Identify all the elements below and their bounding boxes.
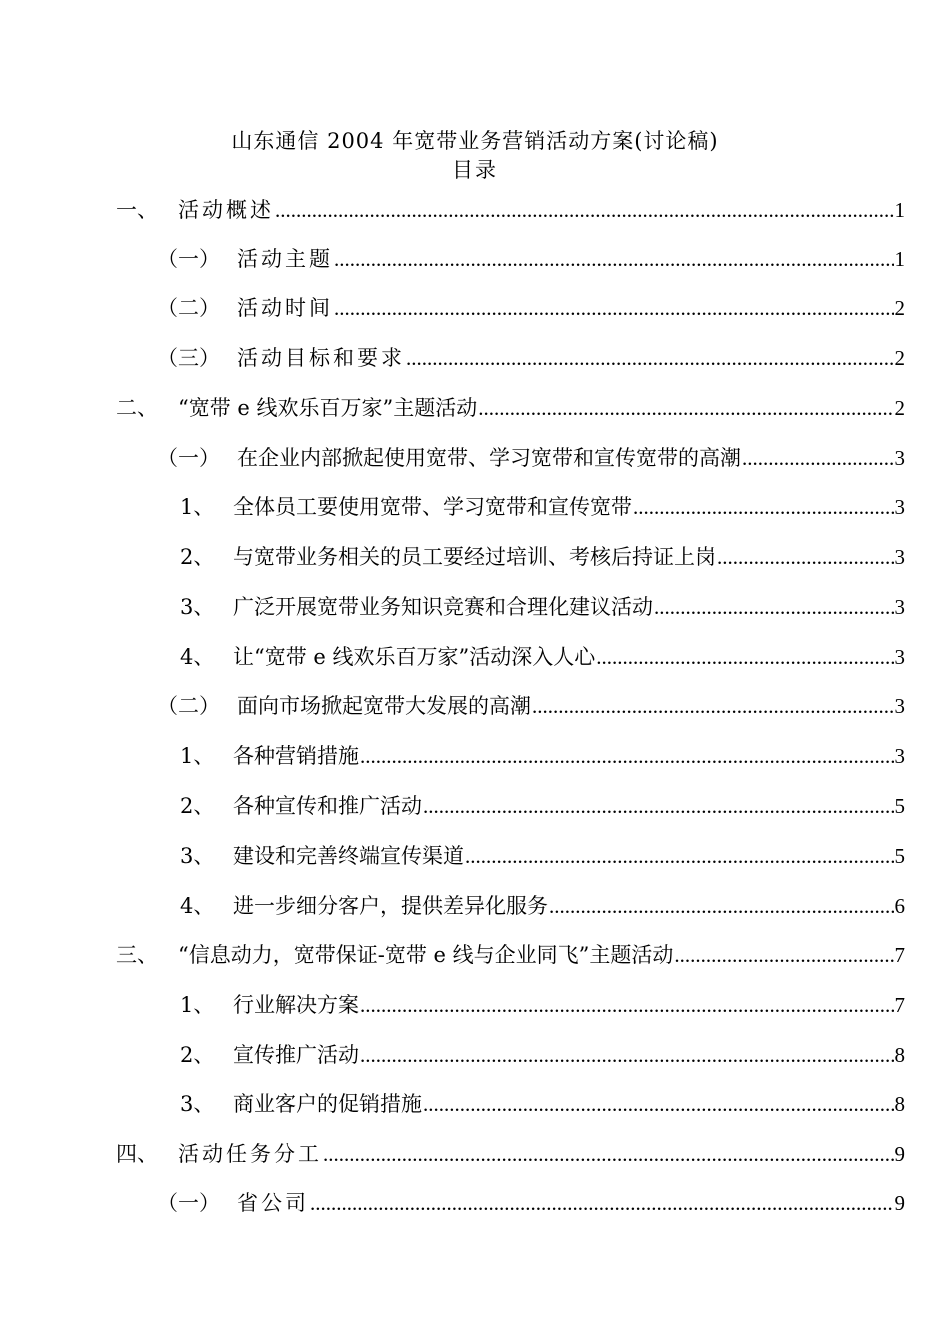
toc-entry-2-2-3[interactable] bbox=[180, 840, 905, 872]
toc-entry-1[interactable] bbox=[116, 194, 905, 226]
toc-entry-number: 3、 bbox=[180, 595, 215, 619]
toc-entry-3-3[interactable] bbox=[180, 1088, 905, 1120]
toc-entry-title: 活动主题 bbox=[237, 247, 333, 271]
toc-entry-page: 3 bbox=[894, 545, 905, 569]
toc-entry-1-1[interactable] bbox=[157, 243, 905, 275]
toc-entry-number: 二、 bbox=[116, 396, 158, 420]
toc-entry-page: 7 bbox=[894, 993, 905, 1017]
toc-leader-dots bbox=[532, 690, 894, 722]
toc-entry-page: 6 bbox=[894, 894, 905, 918]
toc-entry-title: 各种宣传和推广活动 bbox=[233, 794, 422, 818]
toc-leader-dots bbox=[423, 1088, 894, 1120]
toc-entry-number: 一、 bbox=[116, 198, 158, 222]
toc-leader-dots bbox=[654, 591, 894, 623]
toc-entry-page: 7 bbox=[894, 943, 905, 967]
toc-leader-dots bbox=[275, 194, 894, 226]
toc-leader-dots bbox=[334, 243, 894, 275]
toc-leader-dots bbox=[360, 1039, 894, 1071]
toc-entry-number: 4、 bbox=[180, 645, 215, 669]
toc-entry-number: 2、 bbox=[180, 1043, 215, 1067]
toc-leader-dots bbox=[323, 1138, 894, 1170]
toc-entry-title: 省公司 bbox=[237, 1191, 309, 1215]
toc-entry-4-1[interactable] bbox=[157, 1187, 905, 1219]
toc-entry-4[interactable] bbox=[116, 1138, 905, 1170]
toc-entry-2-1-2[interactable] bbox=[180, 541, 905, 573]
toc-entry-page: 8 bbox=[894, 1092, 905, 1116]
toc-entry-number: 四、 bbox=[116, 1142, 158, 1166]
toc-entry-title: 宣传推广活动 bbox=[233, 1043, 359, 1067]
toc-entry-page: 3 bbox=[894, 595, 905, 619]
toc-entry-page: 9 bbox=[894, 1142, 905, 1166]
toc-entry-2-2-1[interactable] bbox=[180, 740, 905, 772]
toc-entry-3-2[interactable] bbox=[180, 1039, 905, 1071]
toc-entry-title: 各种营销措施 bbox=[233, 744, 359, 768]
toc-leader-dots bbox=[310, 1187, 894, 1219]
toc-entry-2-2-4[interactable] bbox=[180, 890, 905, 922]
toc-leader-dots bbox=[465, 840, 894, 872]
toc-entry-number: （一） bbox=[157, 247, 220, 271]
toc-entry-2-1-1[interactable] bbox=[180, 491, 905, 523]
toc-heading: 目录 bbox=[452, 158, 498, 182]
toc-entry-title: 活动目标和要求 bbox=[237, 346, 405, 370]
toc-entry-title: 活动时间 bbox=[237, 296, 333, 320]
toc-entry-page: 2 bbox=[894, 346, 905, 370]
toc-entry-page: 9 bbox=[894, 1191, 905, 1215]
toc-entry-page: 1 bbox=[894, 198, 905, 222]
toc-entry-title: 广泛开展宽带业务知识竞赛和合理化建议活动 bbox=[233, 595, 653, 619]
toc-entry-number: 4、 bbox=[180, 894, 215, 918]
toc-entry-number: 3、 bbox=[180, 844, 215, 868]
toc-entry-2-1-3[interactable] bbox=[180, 591, 905, 623]
toc-entry-title: 在企业内部掀起使用宽带、学习宽带和宣传宽带的高潮 bbox=[237, 446, 741, 470]
toc-entry-page: 3 bbox=[894, 744, 905, 768]
toc-leader-dots bbox=[406, 342, 894, 374]
toc-leader-dots bbox=[674, 939, 893, 971]
toc-entry-number: 2、 bbox=[180, 545, 215, 569]
toc-entry-number: 2、 bbox=[180, 794, 215, 818]
toc-entry-number: 3、 bbox=[180, 1092, 215, 1116]
toc-entry-number: （三） bbox=[157, 346, 220, 370]
toc-leader-dots bbox=[334, 292, 894, 324]
toc-entry-page: 3 bbox=[894, 495, 905, 519]
document-title: 山东通信 2004 年宽带业务营销活动方案(讨论稿) bbox=[231, 129, 719, 153]
toc-entry-title: 活动任务分工 bbox=[178, 1142, 322, 1166]
toc-leader-dots bbox=[360, 989, 894, 1021]
toc-entry-number: （一） bbox=[157, 446, 220, 470]
toc-entry-page: 3 bbox=[894, 645, 905, 669]
toc-leader-dots bbox=[742, 442, 894, 474]
toc-leader-dots bbox=[423, 790, 894, 822]
toc-entry-number: 三、 bbox=[116, 943, 158, 967]
toc-leader-dots bbox=[478, 392, 893, 424]
toc-entry-2-1-4[interactable] bbox=[180, 641, 905, 673]
toc-leader-dots bbox=[360, 740, 894, 772]
toc-entry-title: 面向市场掀起宽带大发展的高潮 bbox=[237, 694, 531, 718]
toc-entry-2-2-2[interactable] bbox=[180, 790, 905, 822]
toc-entry-title: 与宽带业务相关的员工要经过培训、考核后持证上岗 bbox=[233, 545, 716, 569]
toc-entry-2-2[interactable] bbox=[157, 690, 905, 722]
toc-entry-1-2[interactable] bbox=[157, 292, 905, 324]
toc-entry-page: 2 bbox=[894, 296, 905, 320]
toc-entry-title: 让“宽带 e 线欢乐百万家”活动深入人心 bbox=[233, 645, 596, 669]
toc-leader-dots bbox=[596, 641, 893, 673]
toc-entry-number: （二） bbox=[157, 694, 220, 718]
toc-entry-3-1[interactable] bbox=[180, 989, 905, 1021]
toc-leader-dots bbox=[549, 890, 894, 922]
toc-entry-number: 1、 bbox=[180, 495, 215, 519]
toc-entry-title: “信息动力，宽带保证-宽带 e 线与企业同飞”主题活动 bbox=[178, 943, 674, 967]
toc-leader-dots bbox=[633, 491, 894, 523]
toc-entry-number: （一） bbox=[157, 1191, 220, 1215]
toc-entry-1-3[interactable] bbox=[157, 342, 905, 374]
toc-entry-2[interactable] bbox=[116, 392, 905, 424]
toc-entry-number: 1、 bbox=[180, 993, 215, 1017]
toc-entry-page: 3 bbox=[894, 446, 905, 470]
toc-entry-page: 8 bbox=[894, 1043, 905, 1067]
toc-entry-title: 进一步细分客户，提供差异化服务 bbox=[233, 894, 548, 918]
toc-entry-title: 建设和完善终端宣传渠道 bbox=[233, 844, 464, 868]
toc-entry-page: 3 bbox=[894, 694, 905, 718]
toc-entry-page: 2 bbox=[894, 396, 905, 420]
toc-entry-title: 商业客户的促销措施 bbox=[233, 1092, 422, 1116]
toc-entry-2-1[interactable] bbox=[157, 442, 905, 474]
toc-entry-page: 1 bbox=[894, 247, 905, 271]
toc-entry-3[interactable] bbox=[116, 939, 905, 971]
toc-leader-dots bbox=[717, 541, 894, 573]
toc-entry-page: 5 bbox=[894, 844, 905, 868]
toc-entry-number: （二） bbox=[157, 296, 220, 320]
toc-entry-number: 1、 bbox=[180, 744, 215, 768]
toc-entry-page: 5 bbox=[894, 794, 905, 818]
toc-entry-title: 活动概述 bbox=[178, 198, 274, 222]
toc-entry-title: 全体员工要使用宽带、学习宽带和宣传宽带 bbox=[233, 495, 632, 519]
toc-entry-title: 行业解决方案 bbox=[233, 993, 359, 1017]
toc-entry-title: “宽带 e 线欢乐百万家”主题活动 bbox=[178, 396, 478, 420]
